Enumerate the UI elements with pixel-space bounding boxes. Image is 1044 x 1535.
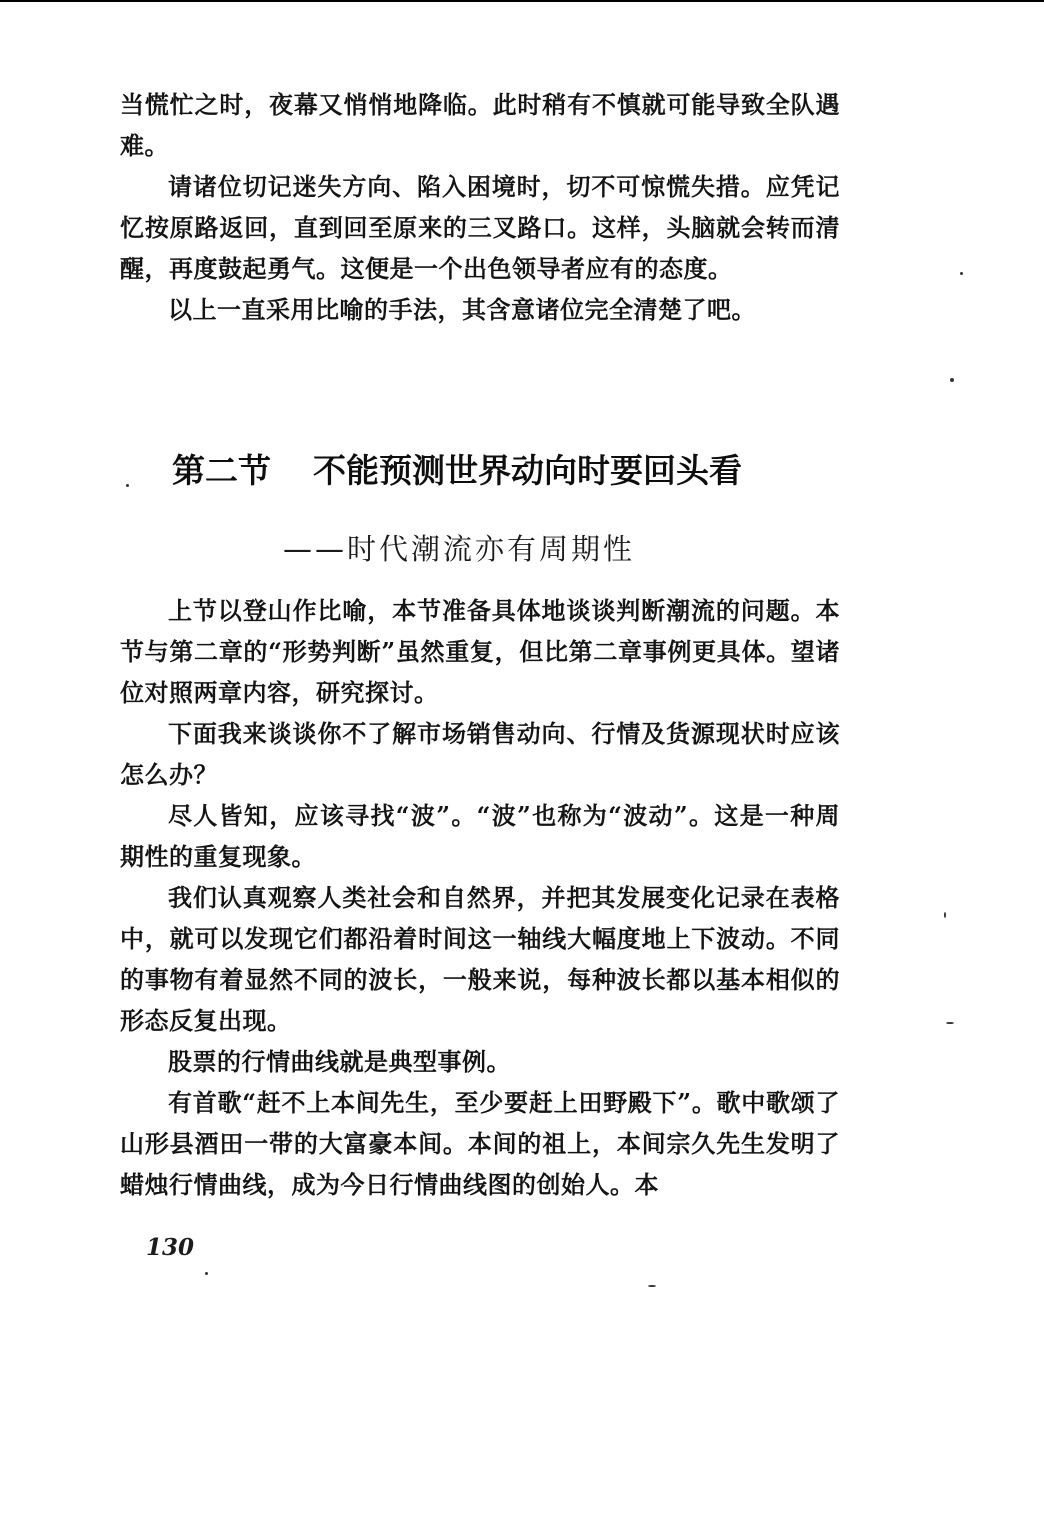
scan-speck (946, 1022, 954, 1024)
section-subtitle: ——时代潮流亦有周期性 (283, 532, 636, 566)
paragraph: 我们认真观察人类社会和自然界，并把其发展变化记录在表格中，就可以发现它们都沿着时间这一轴线大幅度地上下波动。不同的事物有着显然不同的波长，一般来说，每种波长都以基本相似的形态反复出现。 (120, 883, 840, 1035)
paragraph-continued: 当慌忙之时，夜幕又悄悄地降临。此时稍有不慎就可能导致全队遇难。 (120, 90, 840, 160)
upper-text-block (120, 84, 840, 330)
scan-speck (205, 1272, 208, 1275)
section-number: 第二节 (172, 451, 271, 490)
paragraph: 股票的行情曲线就是典型事例。 (168, 1047, 511, 1076)
page-number: 130 (146, 1234, 195, 1261)
section-heading (172, 445, 892, 492)
section-title: 不能预测世界动向时要回头看 (313, 451, 742, 490)
lower-text-block (120, 590, 840, 1205)
scan-speck (960, 272, 963, 275)
top-border-line (0, 0, 1044, 2)
scan-speck (126, 484, 129, 487)
paragraph: 以上一直采用比喻的手法，其含意诸位完全清楚了吧。 (168, 295, 756, 324)
scan-speck (944, 912, 946, 918)
paragraph: 有首歌“赶不上本间先生，至少要赶上田野殿下”。歌中歌颂了山形县酒田一带的大富豪本间。本间的祖上，本间宗久先生发明了蜡烛行情曲线，成为今日行情曲线图的创始人。本 (120, 1088, 840, 1199)
paragraph: 上节以登山作比喻，本节准备具体地谈谈判断潮流的问题。本节与第二章的“形势判断”虽然重复，但比第二章事例更具体。望诸位对照两章内容，研究探讨。 (120, 596, 840, 707)
paragraph: 尽人皆知，应该寻找“波”。“波”也称为“波动”。这是一种周期性的重复现象。 (120, 801, 840, 871)
paragraph: 下面我来谈谈你不了解市场销售动向、行情及货源现状时应该怎么办？ (120, 719, 840, 789)
scan-speck (950, 378, 954, 382)
paragraph: 请诸位切记迷失方向、陷入困境时，切不可惊慌失措。应凭记忆按原路返回，直到回至原来的三叉路口。这样，头脑就会转而清醒，再度鼓起勇气。这便是一个出色领导者应有的态度。 (120, 172, 840, 283)
scan-speck (648, 1285, 656, 1287)
